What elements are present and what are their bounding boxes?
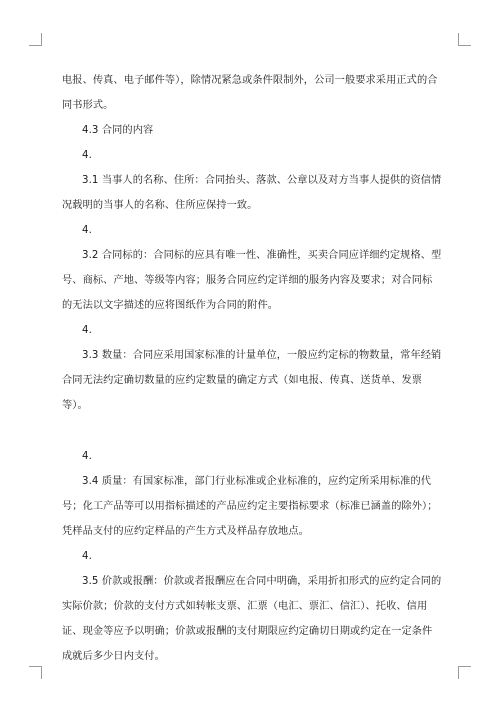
- section-heading-contract-content: 4.3 合同的内容: [82, 125, 154, 136]
- page-corner-mark-top-left: [29, 33, 42, 46]
- paragraph-subject-matter: 3.2 合同标的：合同标的应具有唯一性、准确性，买卖合同应详细约定规格、型号、商标、产地、等级等内容；服务合同应约定详细的服务内容及要求；对合同标的无法以文字描述的应将图纸作为合同的附件。: [62, 250, 442, 311]
- paragraph-parties: 3.1 当事人的名称、住所：合同抬头、落款、公章以及对方当事人提供的资信情况载明的当事人的名称、住所应保持一致。: [62, 175, 442, 211]
- page-corner-mark-bottom-left: [29, 666, 42, 679]
- page-corner-mark-bottom-right: [458, 666, 471, 679]
- paragraph-quantity: 3.3 数量：合同应采用国家标准的计量单位，一般应约定标的物数量，常年经销合同无法约定确切数量的应约定数量的确定方式（如电报、传真、送货单、发票等）。: [62, 350, 442, 411]
- paragraph-price: 3.5 价款或报酬：价款或者报酬应在合同中明确，采用折扣形式的应约定合同的实际价款；价款的支付方式如转帐支票、汇票（电汇、票汇、信汇）、托收、信用证、现金等应予以明确；价款或报酬的支付期限应约定确切日期或约定在一定条件成就后多少日内支付。: [62, 576, 442, 662]
- paragraph-number: 4.: [82, 451, 92, 462]
- page-corner-mark-top-right: [458, 33, 471, 46]
- document-body: [62, 68, 442, 669]
- paragraph-number: 4.: [82, 325, 92, 336]
- paragraph-continuation: 电报、传真、电子邮件等），除情况紧急或条件限制外，公司一般要求采用正式的合同书形式。: [62, 75, 438, 111]
- paragraph-number: 4.: [82, 225, 92, 236]
- paragraph-quality: 3.4 质量：有国家标准，部门行业标准或企业标准的，应约定所采用标准的代号；化工产品等可以用指标描述的产品应约定主要指标要求（标准已涵盖的除外）；凭样品支付的应约定样品的产生方式及样品存放地点。: [62, 476, 438, 537]
- paragraph-number: 4.: [82, 150, 92, 161]
- paragraph-number: 4.: [82, 551, 92, 562]
